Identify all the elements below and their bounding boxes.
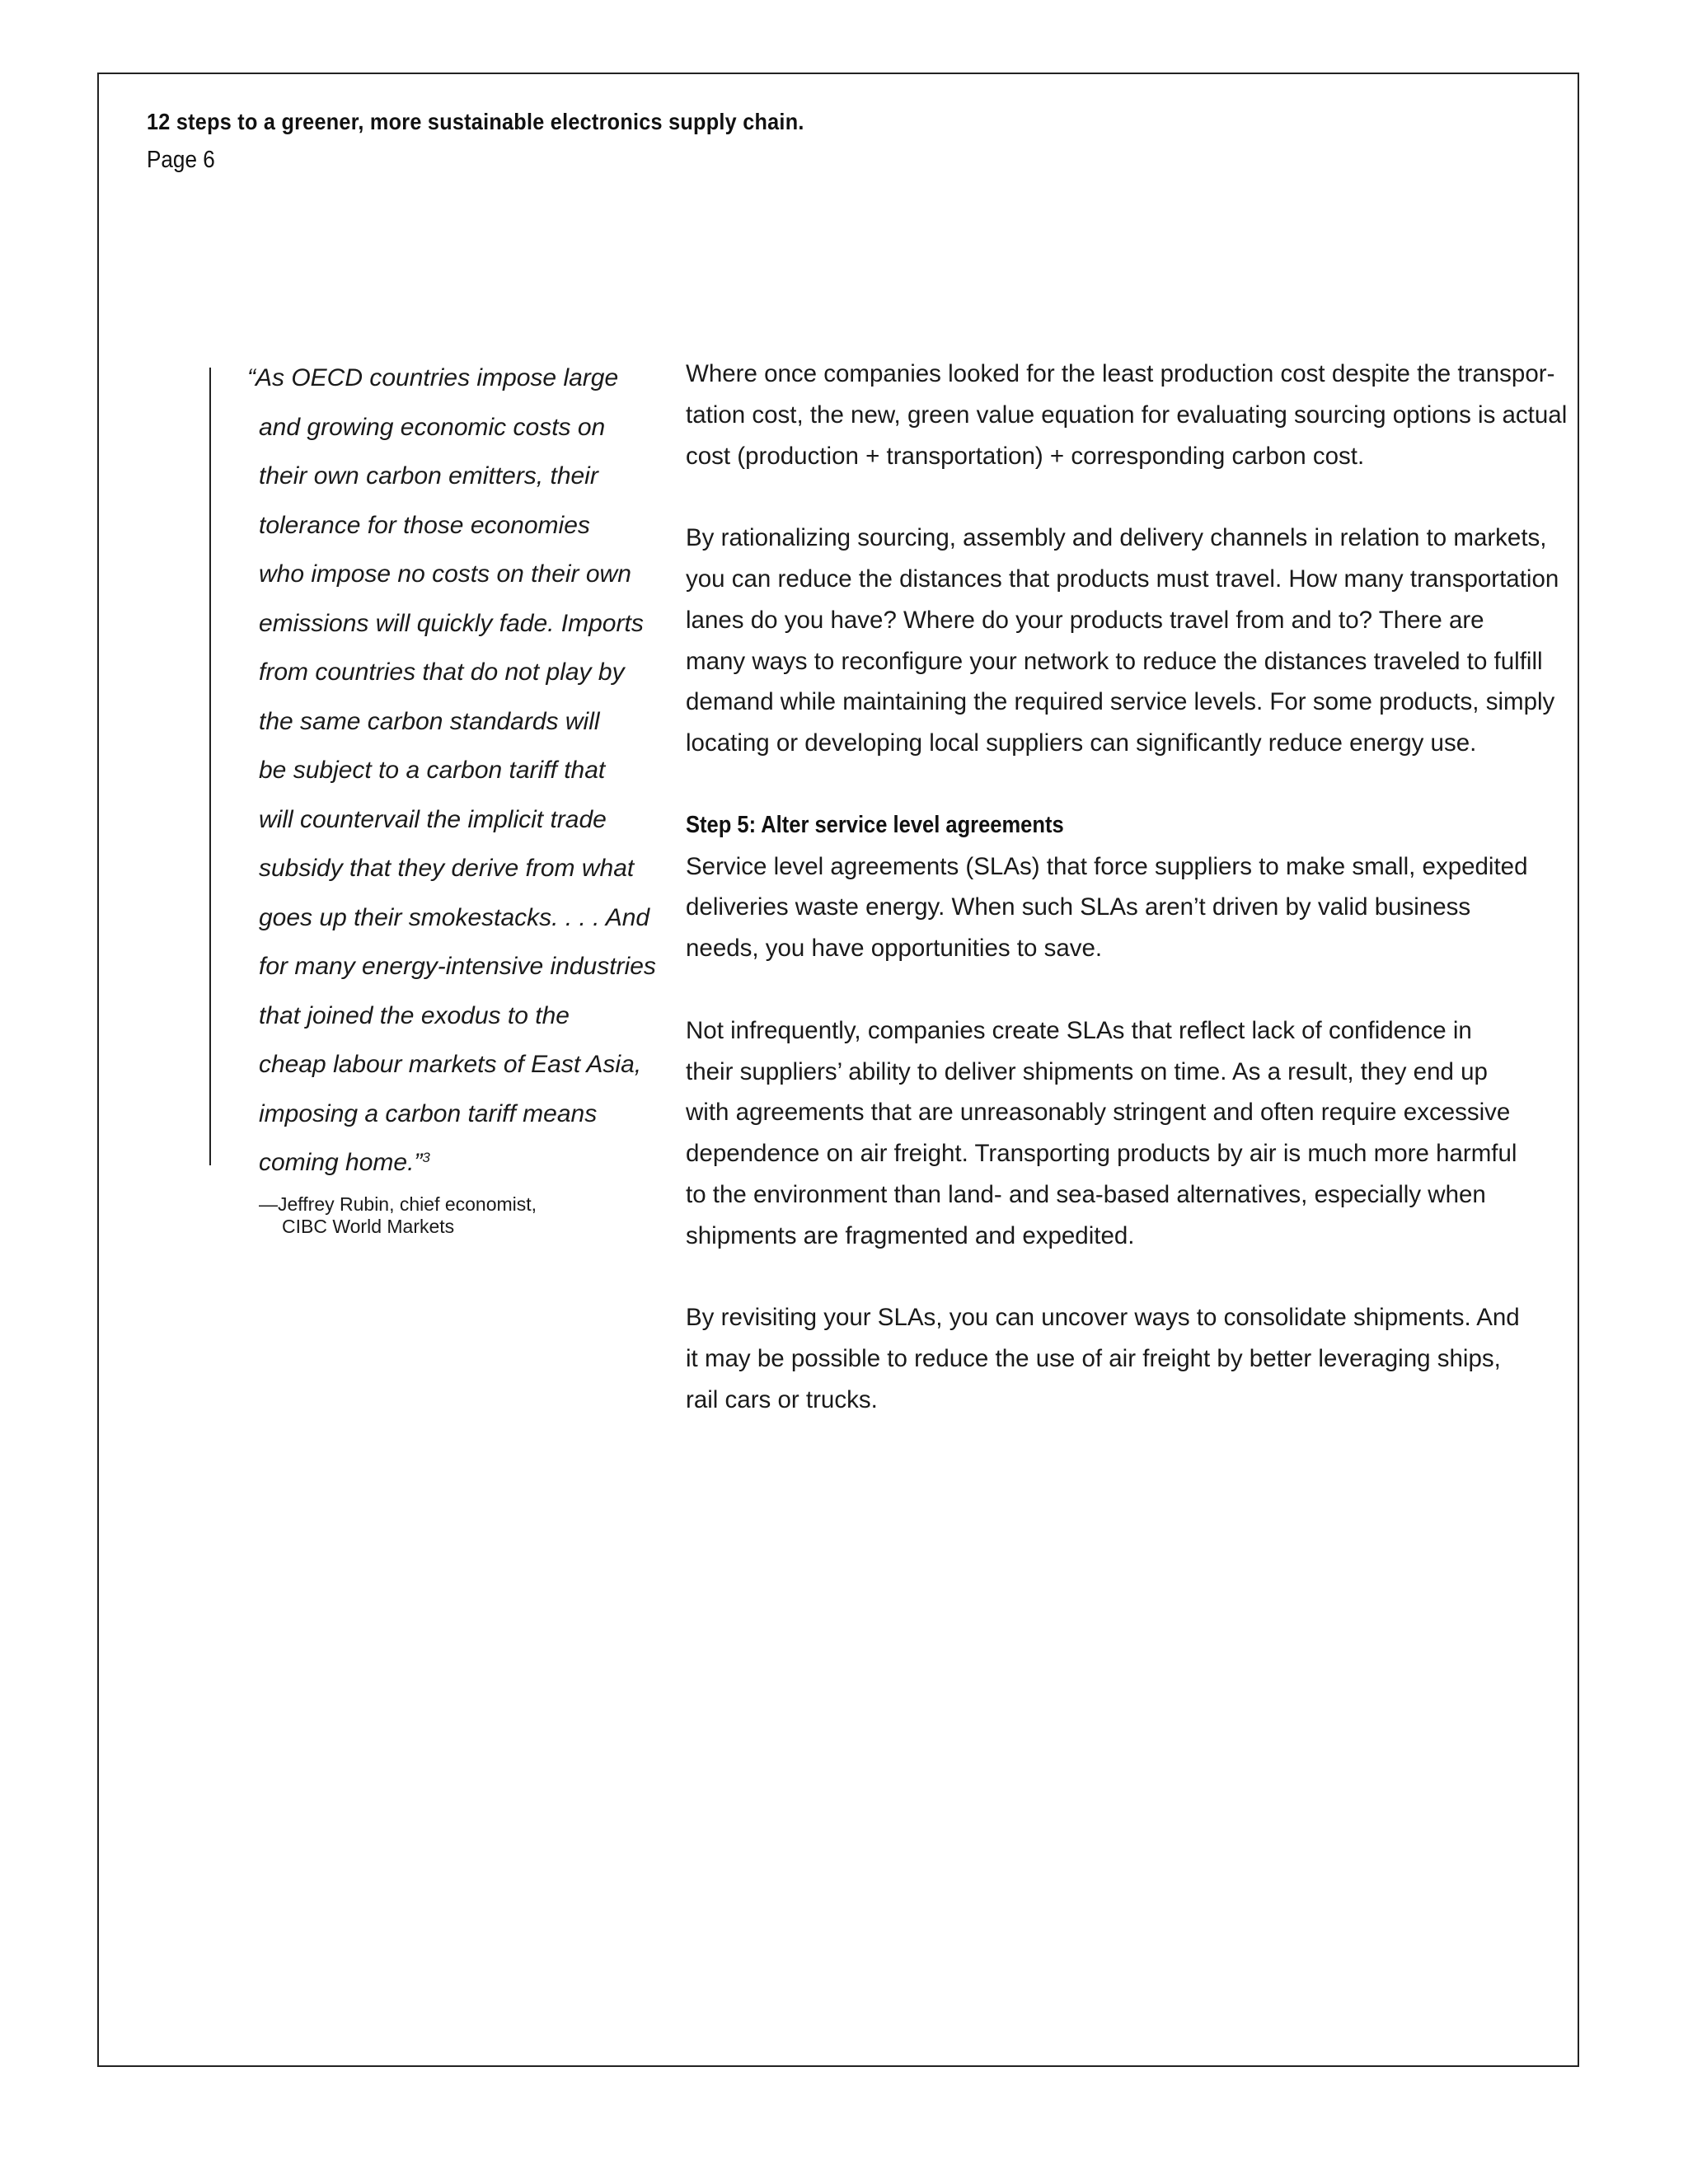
body-paragraph (686, 1010, 1551, 1257)
pull-quote (247, 354, 659, 1188)
body-line: demand while maintaining the required service levels. For some products, simply (686, 688, 1555, 716)
body-line: you can reduce the distances that products must travel. How many transportation (686, 565, 1559, 593)
quote-attribution (259, 1193, 654, 1238)
body-line: Not infrequently, companies create SLAs that reflect lack of confidence in (686, 1016, 1472, 1044)
body-line: tation cost, the new, green value equation for evaluating sourcing options is actual (686, 401, 1568, 429)
pull-quote-last-line (247, 1138, 659, 1188)
pull-quote-line: goes up their smokestacks. . . . And (259, 903, 650, 931)
body-line: to the environment than land- and sea-based alternatives, especially when (686, 1180, 1486, 1208)
pull-quote-line: cheap labour markets of East Asia, (259, 1051, 642, 1078)
body-line: By rationalizing sourcing, assembly and delivery channels in relation to markets, (686, 524, 1547, 552)
attribution-line: —Jeffrey Rubin, chief economist, (259, 1193, 537, 1215)
body-line: shipments are fragmented and expedited. (686, 1221, 1135, 1249)
body-line: cost (production + transportation) + corresponding carbon cost. (686, 442, 1365, 470)
pull-quote-line: emissions will quickly fade. Imports (259, 609, 644, 637)
pull-quote-line: coming home.” (259, 1149, 423, 1176)
body-line: Service level agreements (SLAs) that force suppliers to make small, expedited (686, 852, 1528, 880)
body-paragraph (686, 354, 1568, 476)
body-line: By revisiting your SLAs, you can uncover ways to consolidate shipments. And (686, 1304, 1520, 1332)
document-title: 12 steps to a greener, more sustainable electronics supply chain. (147, 109, 804, 134)
body-line: with agreements that are unreasonably stringent and often require excessive (686, 1099, 1511, 1127)
pull-quote-line: imposing a carbon tariff means (259, 1099, 598, 1127)
pull-quote-line: from countries that do not play by (259, 658, 625, 686)
body-paragraph (686, 1297, 1551, 1420)
body-line: needs, you have opportunities to save. (686, 935, 1103, 963)
footnote-marker: 3 (422, 1150, 430, 1165)
attribution-line: CIBC World Markets (282, 1216, 455, 1237)
pull-quote-line: for many energy-intensive industries (259, 953, 656, 980)
pull-quote-line: and growing economic costs on (259, 413, 606, 441)
body-line: their suppliers’ ability to deliver shipments on time. As a result, they end up (686, 1057, 1488, 1085)
body-line: Where once companies looked for the least production cost despite the transpor- (686, 360, 1555, 387)
document-header (147, 105, 1218, 176)
body-line: rail cars or trucks. (686, 1385, 878, 1413)
body-paragraph (686, 805, 1551, 969)
pull-quote-line: subsidy that they derive from what (259, 855, 635, 882)
pull-quote-line: the same carbon standards will (259, 707, 600, 735)
pull-quote-line: tolerance for those economies (259, 511, 590, 539)
body-line: lanes do you have? Where do your products travel from and to? There are (686, 606, 1484, 634)
body-paragraph (686, 518, 1559, 764)
body-line: locating or developing local suppliers can significantly reduce energy use. (686, 729, 1477, 757)
pull-quote-line: will countervail the implicit trade (259, 805, 607, 833)
body-line: it may be possible to reduce the use of air freight by better leveraging ships, (686, 1345, 1501, 1373)
step-heading: Step 5: Alter service level agreements (686, 811, 1064, 838)
body-line: deliveries waste energy. When such SLAs aren’t driven by valid business (686, 893, 1471, 921)
pull-quote-line: that joined the exodus to the (259, 1001, 570, 1029)
body-line: dependence on air freight. Transporting products by air is much more harmful (686, 1140, 1517, 1168)
body-line: many ways to reconfigure your network to reduce the distances traveled to fulfill (686, 647, 1543, 675)
page-number: Page 6 (147, 147, 215, 173)
pull-quote-rule (209, 368, 211, 1165)
pull-quote-line: their own carbon emitters, their (259, 462, 598, 490)
pull-quote-line: “As OECD countries impose large (247, 364, 619, 391)
pull-quote-line: be subject to a carbon tariff that (259, 757, 606, 784)
pull-quote-line: who impose no costs on their own (259, 560, 631, 588)
body-text-column (686, 354, 1568, 1462)
